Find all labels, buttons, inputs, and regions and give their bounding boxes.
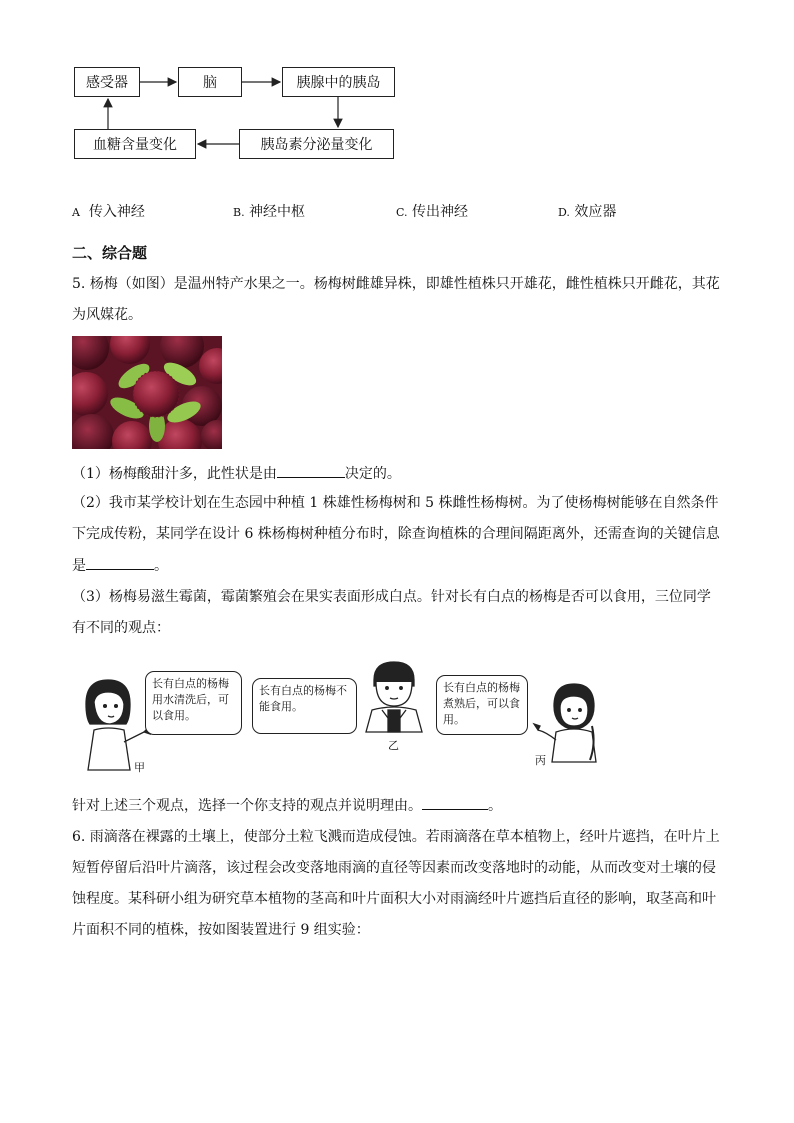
q5-part2-blank[interactable] xyxy=(86,555,154,570)
option-c-letter: C. xyxy=(396,206,408,219)
q5-part2-shi: 是 xyxy=(72,558,86,574)
q5-part3-blank[interactable] xyxy=(422,795,488,810)
flow-arrows xyxy=(0,0,794,180)
speech-bubble-bing xyxy=(436,675,528,735)
q5-part1 xyxy=(72,463,401,484)
option-c xyxy=(396,202,468,223)
islet-label: 胰腺中的胰岛 xyxy=(296,75,381,91)
glucose-label: 血糖含量变化 xyxy=(93,137,177,153)
option-d-text: 效应器 xyxy=(574,204,617,220)
name-bing: 丙 xyxy=(535,754,546,767)
q5-part1-text: （1）杨梅酸甜汁多，此性状是由 xyxy=(72,466,277,482)
q6-line1: 6. 雨滴落在裸露的土壤上，使部分土粒飞溅而造成侵蚀。若雨滴落在草本植物上，经叶片遮挡，在叶片上 xyxy=(72,829,720,845)
q5-part2-line1: （2）我市某学校计划在生态园中种植 1 株雄性杨梅树和 5 株雌性杨梅树。为了使杨梅树能够在自然条件 xyxy=(72,495,719,511)
q5-part2-line2: 下完成传粉，某同学在设计 6 株杨梅树种植分布时，除查询植株的合理间隔距离外，还需查询的关键信息 xyxy=(72,526,720,542)
option-b xyxy=(233,202,305,223)
q5-intro-line2: 为风媒花。 xyxy=(72,307,142,323)
q5-part3-period: 。 xyxy=(488,798,502,814)
name-yi: 乙 xyxy=(388,739,399,752)
boy-yi-figure xyxy=(366,662,422,732)
option-b-text: 神经中枢 xyxy=(249,204,306,220)
option-a xyxy=(72,202,145,223)
bubble-yi-text: 长有白点的杨梅不能食用。 xyxy=(259,684,347,713)
brain-label: 脑 xyxy=(203,75,217,91)
bubble-bing-text: 长有白点的杨梅煮熟后，可以食用。 xyxy=(443,681,520,726)
bubble-jia-text: 长有白点的杨梅用水清洗后，可以食用。 xyxy=(152,677,229,722)
q5-intro-line1: 5. 杨梅（如图）是温州特产水果之一。杨梅树雌雄异株，即雄性植株只开雄花，雌性植株只开雌花，其花 xyxy=(72,276,720,292)
speech-bubble-yi xyxy=(252,678,357,734)
option-c-text: 传出神经 xyxy=(411,204,468,220)
name-jia: 甲 xyxy=(134,761,145,774)
q5-part1-after: 决定的。 xyxy=(344,466,401,482)
option-d-letter: D. xyxy=(558,206,570,219)
q6-line4: 片面积不同的植株，按如图装置进行 9 组实验： xyxy=(72,922,370,938)
option-b-letter: B. xyxy=(233,206,245,219)
speech-bubble-jia xyxy=(145,671,242,735)
option-a-text: 传入神经 xyxy=(88,204,145,220)
receptor-label: 感受器 xyxy=(86,75,128,91)
q5-part1-blank[interactable] xyxy=(277,463,345,478)
insulin-label: 胰岛素分泌量变化 xyxy=(260,137,373,153)
q5-part2-period: 。 xyxy=(154,558,168,574)
q6-line3: 蚀程度。某科研小组为研究草本植物的茎高和叶片面积大小对雨滴经叶片遮挡后直径的影响，取茎高和叶 xyxy=(72,891,716,907)
bayberry-photo xyxy=(72,336,222,449)
option-a-letter: A xyxy=(72,206,80,219)
q5-part3-question-text: 针对上述三个观点，选择一个你支持的观点并说明理由。 xyxy=(72,798,422,814)
girl-jia-figure xyxy=(86,680,150,770)
q5-part2-line3 xyxy=(72,555,168,576)
option-d xyxy=(558,202,616,223)
q5-part3-question xyxy=(72,795,502,816)
q5-part3-line2: 有不同的观点： xyxy=(72,620,170,636)
q5-part3-line1: （3）杨梅易滋生霉菌，霉菌繁殖会在果实表面形成白点。针对长有白点的杨梅是否可以食用，三位同学 xyxy=(72,589,711,605)
q6-line2: 短暂停留后沿叶片滴落，该过程会改变落地雨滴的直径等因素而改变落地时的动能，从而改变对土壤的侵 xyxy=(72,860,716,876)
section-title: 二、综合题 xyxy=(72,244,148,262)
